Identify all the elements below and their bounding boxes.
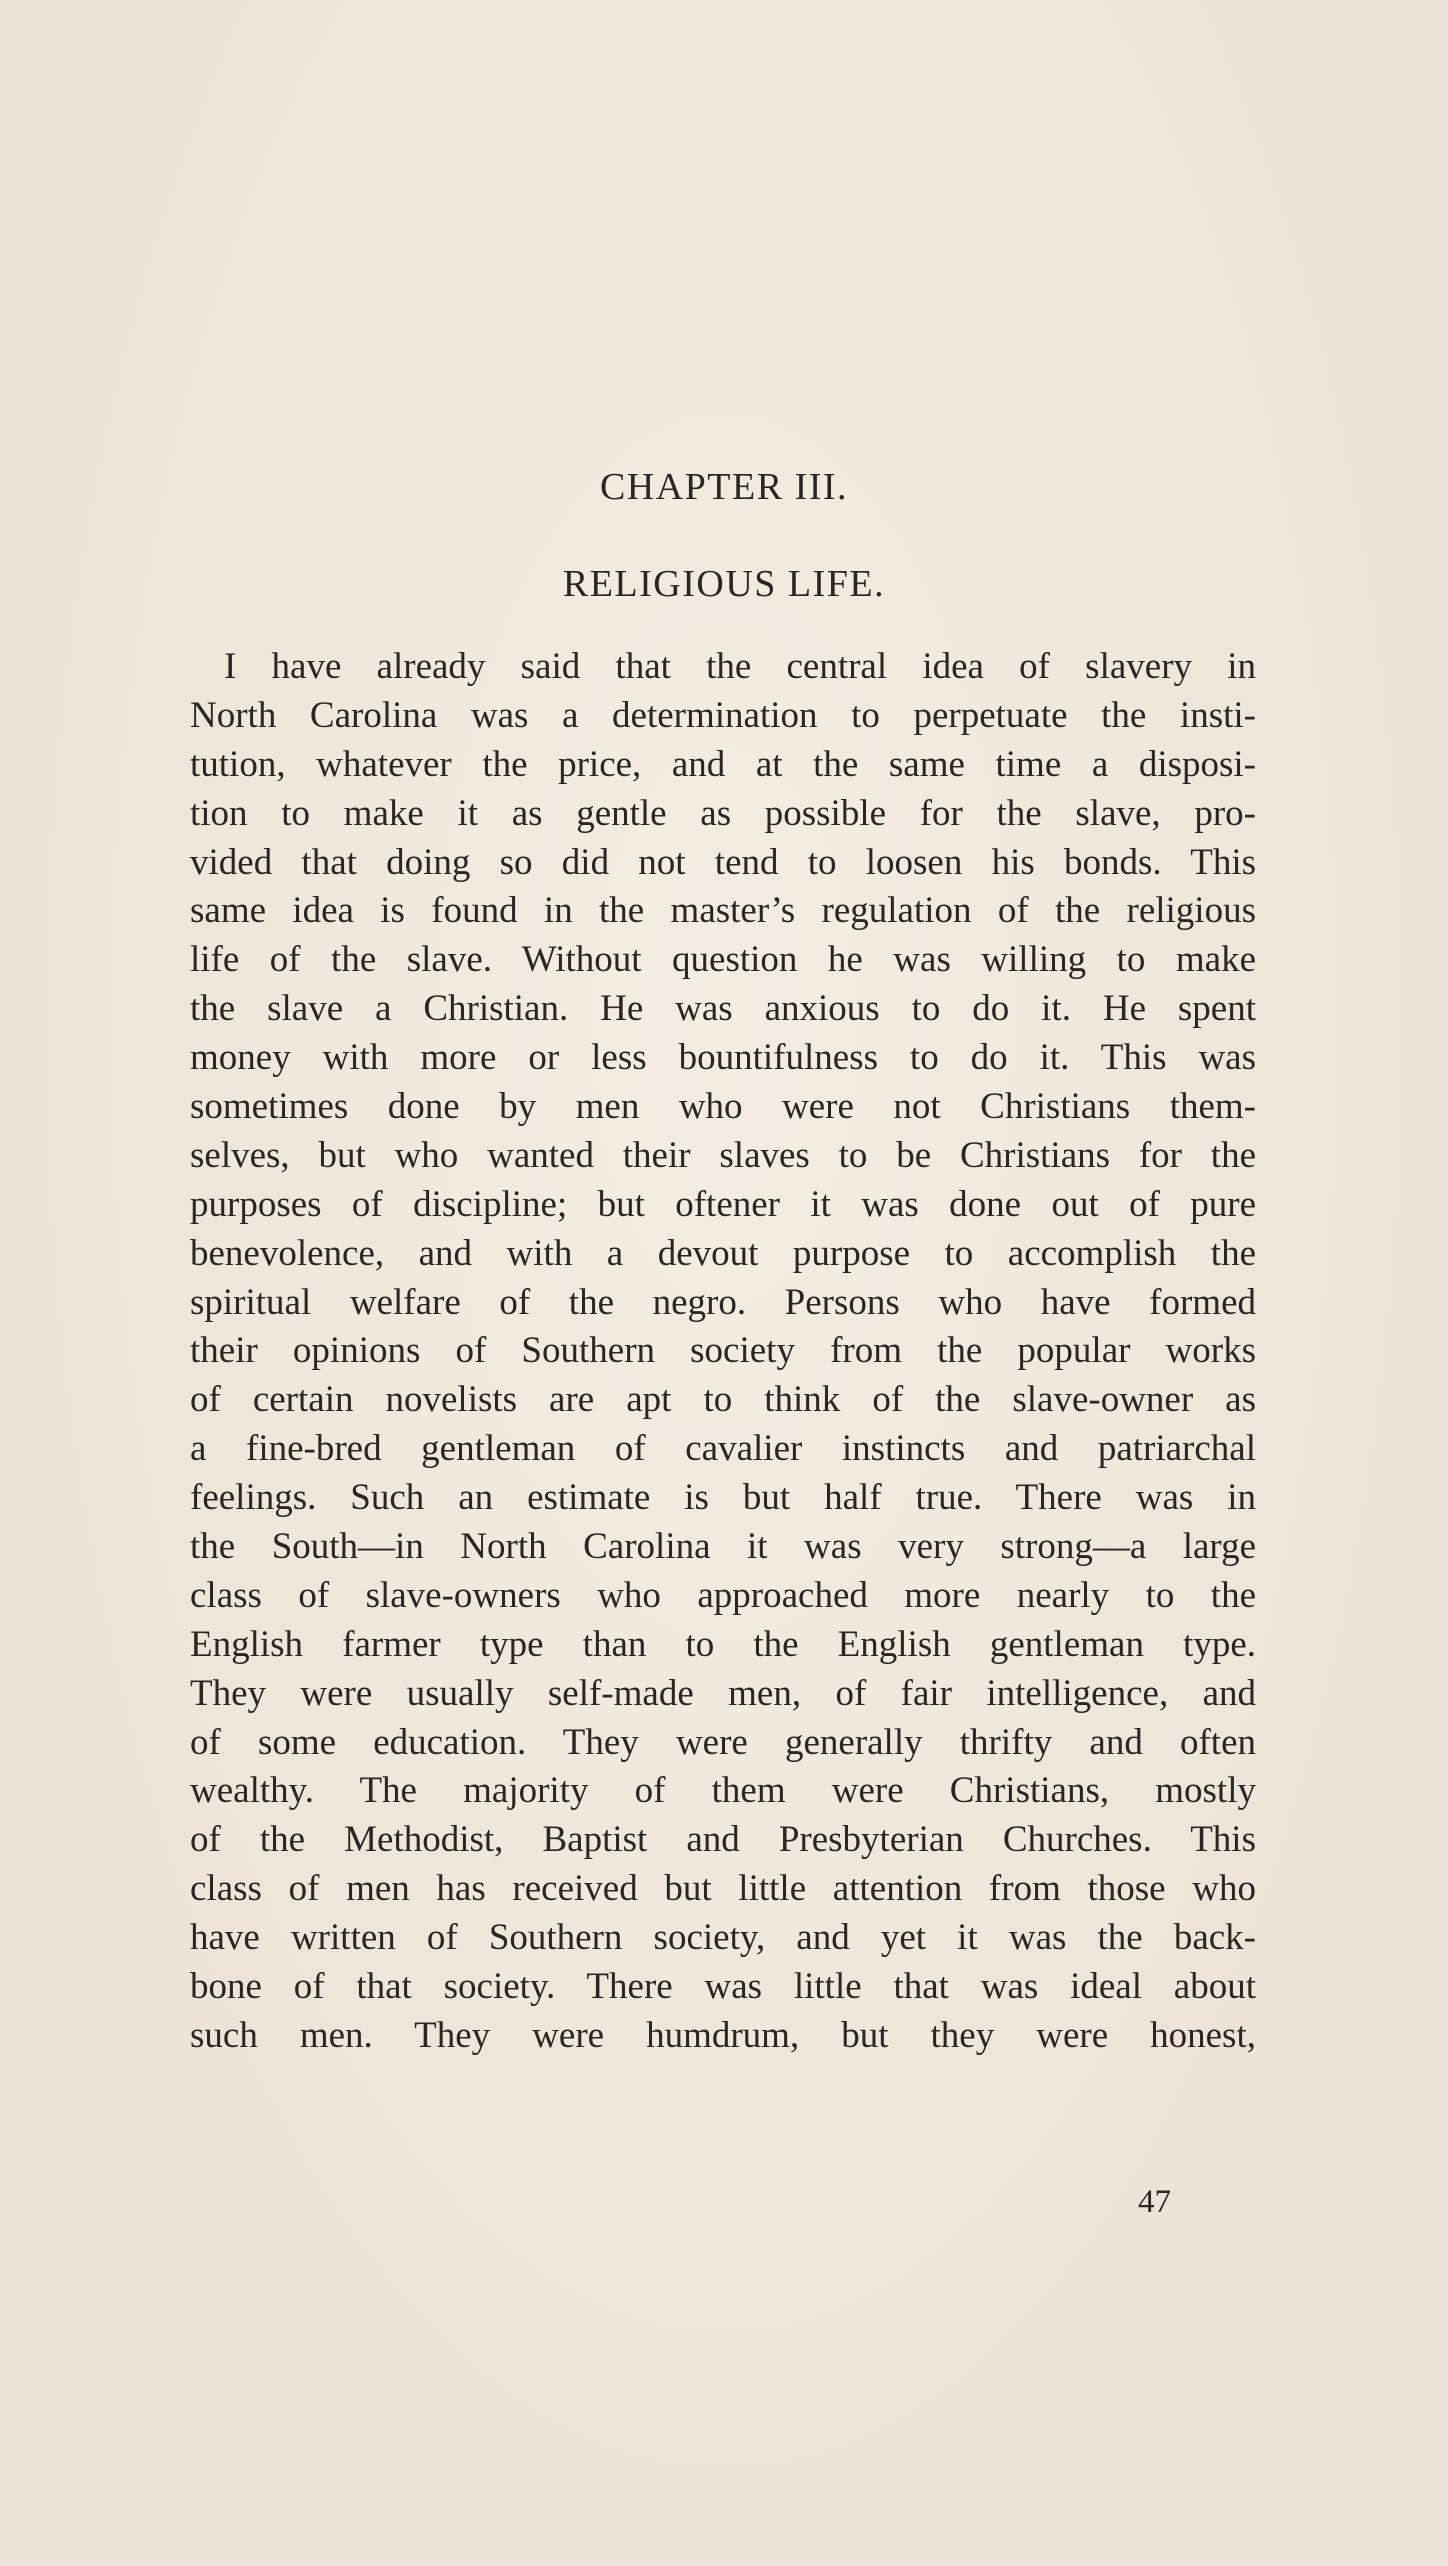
- text-line: a fine-bred gentleman of cavalier instincts and patriarchal: [190, 1428, 1256, 1470]
- text-line: North Carolina was a determination to perpetuate the insti-: [190, 694, 1256, 736]
- text-line: selves, but who wanted their slaves to be Christians for the: [190, 1134, 1256, 1176]
- text-line: spiritual welfare of the negro. Persons who have formed: [190, 1281, 1256, 1323]
- text-line: tion to make it as gentle as possible for the slave, pro-: [190, 792, 1256, 834]
- text-line: vided that doing so did not tend to loosen his bonds. This: [190, 841, 1256, 883]
- text-line: class of slave-owners who approached more nearly to the: [190, 1574, 1256, 1616]
- text-line: the slave a Christian. He was anxious to do it. He spent: [190, 988, 1256, 1030]
- text-line: have written of Southern society, and yet it was the back-: [190, 1917, 1256, 1959]
- chapter-number: CHAPTER III.: [599, 466, 849, 508]
- text-line: tution, whatever the price, and at the same time a disposi-: [190, 743, 1256, 785]
- text-line: class of men has received but little attention from those who: [190, 1868, 1256, 1910]
- text-line: English farmer type than to the English gentleman type.: [190, 1623, 1256, 1665]
- text-line: sometimes done by men who were not Christians them-: [190, 1086, 1256, 1128]
- text-line: They were usually self-made men, of fair intelligence, and: [190, 1672, 1256, 1714]
- body-paragraph: [190, 643, 1256, 2061]
- text-line: same idea is found in the master’s regulation of the religious: [190, 890, 1256, 932]
- page-number: 47: [1138, 2184, 1171, 2220]
- text-line: of some education. They were generally thrifty and often: [190, 1721, 1256, 1763]
- text-line: benevolence, and with a devout purpose to accomplish the: [190, 1232, 1256, 1274]
- text-line: of the Methodist, Baptist and Presbyterian Churches. This: [190, 1819, 1256, 1861]
- text-line: the South—in North Carolina it was very strong—a large: [190, 1526, 1256, 1568]
- chapter-title: RELIGIOUS LIFE.: [562, 563, 886, 605]
- text-line: their opinions of Southern society from the popular works: [190, 1330, 1256, 1372]
- text-line: I have already said that the central idea of slavery in: [224, 646, 1256, 687]
- text-line: money with more or less bountifulness to do it. This was: [190, 1037, 1256, 1079]
- text-line: of certain novelists are apt to think of the slave-owner as: [190, 1379, 1256, 1421]
- text-line: bone of that society. There was little that was ideal about: [190, 1966, 1256, 2008]
- text-line: feelings. Such an estimate is but half true. There was in: [190, 1477, 1256, 1519]
- text-line: such men. They were humdrum, but they were honest,: [190, 2014, 1256, 2056]
- text-line: purposes of discipline; but oftener it was done out of pure: [190, 1183, 1256, 1225]
- text-line: wealthy. The majority of them were Christians, mostly: [190, 1770, 1256, 1812]
- text-line: life of the slave. Without question he was willing to make: [190, 939, 1256, 981]
